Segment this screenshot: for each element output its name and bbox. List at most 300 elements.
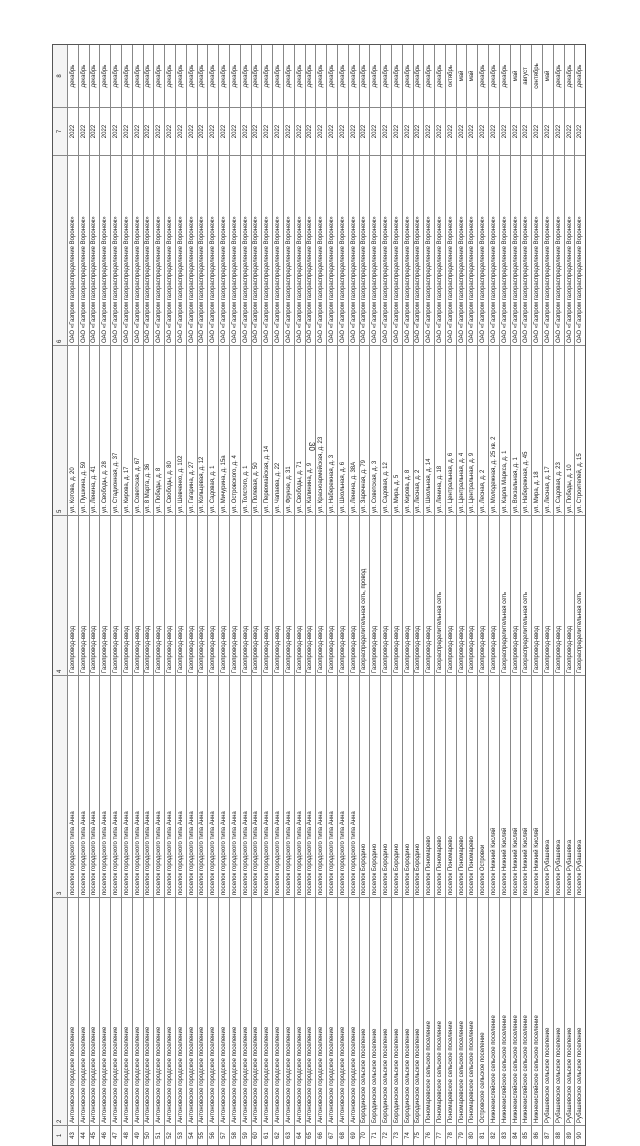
month-cell: декабрь (404, 64, 411, 88)
operator-name-cell: ОАО «Газпром газораспределение Воронеж» (543, 155, 553, 345)
object-address-cell: ул. Советская, д. 67 (133, 345, 143, 515)
settlement-name-cell: Антоновское городское поселение (273, 897, 283, 1125)
object-address-cell: ул. Котова, д. 20 (68, 345, 78, 515)
object-type-cell: Газопровод-ввод (165, 515, 175, 675)
year-cell: 2022 (467, 107, 477, 155)
header-cell: 6 (53, 155, 67, 345)
year-cell: 2022 (478, 107, 488, 155)
object-address-cell: ул. Фрунзе, д. 31 (284, 345, 294, 515)
month-cell: декабрь (350, 64, 357, 88)
row-number-cell: 83 (500, 1125, 510, 1145)
operator-name-cell: ОАО «Газпром газораспределение Воронеж» (165, 155, 175, 345)
month-cell: декабрь (296, 64, 303, 88)
object-type-cell: Газопровод-ввод (187, 515, 197, 675)
operator-name-cell: ОАО «Газпром газораспределение Воронеж» (392, 155, 402, 345)
object-type-cell: Газораспределительная сеть (500, 515, 510, 675)
year-cell: 2022 (457, 107, 467, 155)
year-cell: 2022 (122, 107, 132, 155)
operator-name-cell: ОАО «Газпром газораспределение Воронеж» (273, 155, 283, 345)
month-cell: декабрь (91, 64, 98, 88)
locality-name-cell: поселок городского типа Анна (273, 675, 283, 897)
month-cell: декабрь (188, 64, 195, 88)
month-cell: октябрь (447, 65, 454, 87)
year-cell: 2022 (230, 107, 240, 155)
operator-name-cell: ОАО «Газпром газораспределение Воронеж» (219, 155, 229, 345)
object-type-cell: Газопровод-ввод (68, 515, 78, 675)
year-cell: 2022 (532, 107, 542, 155)
row-number-cell: 60 (252, 1125, 262, 1145)
object-address-cell: ул. Ленина, д. 18 (435, 345, 445, 515)
object-address-cell: ул. Строителей, д. 15 (575, 345, 585, 515)
row-number-cell: 79 (457, 1125, 467, 1145)
settlement-name-cell: Антоновское городское поселение (198, 897, 208, 1125)
object-address-cell: ул. Красноармейская, д. 23 (316, 345, 326, 515)
table-row (176, 45, 187, 1145)
object-type-cell: Газопровод-ввод (489, 515, 499, 675)
object-address-cell: ул. Заречная, д. 79 (360, 345, 370, 515)
locality-name-cell: поселок городского типа Анна (327, 675, 337, 897)
table-row (565, 45, 576, 1145)
settlement-name-cell: Пономаревское сельское поселение (457, 897, 467, 1125)
settlement-name-cell: Антоновское городское поселение (262, 897, 272, 1125)
locality-name-cell: поселок городского типа Анна (133, 675, 143, 897)
row-number-cell: 54 (187, 1125, 197, 1145)
locality-name-cell: поселок городского типа Анна (187, 675, 197, 897)
table-row (133, 45, 144, 1145)
settlement-name-cell: Бородинское сельское поселение (370, 897, 380, 1125)
settlement-name-cell: Антоновское городское поселение (68, 897, 78, 1125)
year-cell: 2022 (316, 107, 326, 155)
object-address-cell: ул. Мира, д. 18 (532, 345, 542, 515)
locality-name-cell: поселок Нижний Кисляй (511, 675, 521, 897)
locality-name-cell: поселок городского типа Анна (100, 675, 110, 897)
operator-name-cell: ОАО «Газпром газораспределение Воронеж» (284, 155, 294, 345)
row-number-cell: 47 (111, 1125, 121, 1145)
operator-name-cell: ОАО «Газпром газораспределение Воронеж» (154, 155, 164, 345)
row-number-cell: 81 (478, 1125, 488, 1145)
object-address-cell: ул. Школьная, д. 6 (338, 345, 348, 515)
year-cell: 2022 (208, 107, 218, 155)
month-cell: декабрь (210, 64, 217, 88)
operator-name-cell: ОАО «Газпром газораспределение Воронеж» (230, 155, 240, 345)
year-cell: 2022 (360, 107, 370, 155)
settlement-name-cell: Антоновское городское поселение (187, 897, 197, 1125)
settlement-name-cell: Антоновское городское поселение (176, 897, 186, 1125)
settlement-name-cell: Антоновское городское поселение (219, 897, 229, 1125)
settlement-name-cell: Антоновское городское поселение (338, 897, 348, 1125)
year-cell: 2022 (500, 107, 510, 155)
settlement-name-cell: Антоновское городское поселение (79, 897, 89, 1125)
row-number-cell: 62 (273, 1125, 283, 1145)
settlement-name-cell: Антоновское городское поселение (230, 897, 240, 1125)
object-address-cell: ул. Советская, д. 3 (370, 345, 380, 515)
year-cell: 2022 (241, 107, 251, 155)
object-type-cell: Газопровод-ввод (543, 515, 553, 675)
locality-name-cell: поселок Пономарево (467, 675, 477, 897)
object-type-cell: Газопровод-ввод (133, 515, 143, 675)
table-row (90, 45, 101, 1145)
year-cell: 2022 (154, 107, 164, 155)
locality-name-cell: поселок городского типа Анна (306, 675, 316, 897)
object-address-cell: ул. Ленина, д. 41 (90, 345, 100, 515)
row-number-cell: 46 (100, 1125, 110, 1145)
locality-name-cell: поселок Бородино (381, 675, 391, 897)
row-number-cell: 65 (306, 1125, 316, 1145)
table-row (198, 45, 209, 1145)
year-cell: 2022 (403, 107, 413, 155)
operator-name-cell: ОАО «Газпром газораспределение Воронеж» (489, 155, 499, 345)
row-number-cell: 78 (446, 1125, 456, 1145)
table-header-row (53, 45, 68, 1145)
settlement-name-cell: Рубашевское сельское поселение (554, 897, 564, 1125)
operator-name-cell: ОАО «Газпром газораспределение Воронеж» (575, 155, 585, 345)
table-row (111, 45, 122, 1145)
object-address-cell: ул. Калинина, д. 9 (306, 345, 316, 515)
month-cell: декабрь (123, 64, 130, 88)
month-cell: май (544, 70, 551, 82)
year-cell: 2022 (392, 107, 402, 155)
settlement-name-cell: Антоновское городское поселение (252, 897, 262, 1125)
header-cell: 8 (57, 74, 63, 78)
month-cell: декабрь (383, 64, 389, 88)
object-address-cell: ул. Вокзальная, д. 1 (511, 345, 521, 515)
row-number-cell: 48 (122, 1125, 132, 1145)
object-type-cell: Газораспределительная сеть, провод (360, 515, 370, 675)
row-number-cell: 85 (521, 1125, 531, 1145)
object-address-cell: ул. 8 Марта, д. 36 (144, 345, 154, 515)
settlement-name-cell: Антоновское городское поселение (133, 897, 143, 1125)
object-address-cell: ул. Толстого, д. 1 (241, 345, 251, 515)
object-type-cell: Газопровод-ввод (478, 515, 488, 675)
object-type-cell: Газопровод-ввод (414, 515, 424, 675)
operator-name-cell: ОАО «Газпром газораспределение Воронеж» (457, 155, 467, 345)
object-type-cell: Газораспределительная сеть (521, 515, 531, 675)
row-number-cell: 63 (284, 1125, 294, 1145)
locality-name-cell: поселок Пономарево (435, 675, 445, 897)
locality-name-cell: поселок Нижний Кисляй (489, 675, 499, 897)
settlement-name-cell: Антоновское городское поселение (349, 897, 359, 1125)
month-cell: декабрь (177, 64, 184, 88)
month-cell: декабрь (264, 64, 271, 88)
locality-name-cell: поселок Нижний Кисляй (532, 675, 542, 897)
header-cell: 3 (53, 675, 67, 897)
settlement-name-cell: Рубашевское сельское поселение (543, 897, 553, 1125)
year-cell: 2022 (133, 107, 143, 155)
settlement-name-cell: Антоновское городское поселение (306, 897, 316, 1125)
year-cell: 2022 (349, 107, 359, 155)
row-number-cell: 58 (230, 1125, 240, 1145)
table-row (457, 45, 468, 1145)
year-cell: 2022 (381, 107, 391, 155)
year-cell: 2022 (198, 107, 208, 155)
locality-name-cell: поселок Бородино (370, 675, 380, 897)
month-cell: декабрь (501, 64, 508, 88)
object-type-cell: Газопровод-ввод (316, 515, 326, 675)
object-address-cell: ул. Полевая, д. 50 (252, 345, 262, 515)
row-number-cell: 59 (241, 1125, 251, 1145)
settlement-name-cell: Антоновское городское поселение (316, 897, 326, 1125)
locality-name-cell: поселок городского типа Анна (262, 675, 272, 897)
row-number-cell: 72 (381, 1125, 391, 1145)
month-cell: декабрь (490, 64, 497, 88)
object-address-cell: ул. Лесная, д. 2 (414, 345, 424, 515)
locality-name-cell: поселок городского типа Анна (122, 675, 132, 897)
operator-name-cell: ОАО «Газпром газораспределение Воронеж» (403, 155, 413, 345)
object-type-cell: Газопровод-ввод (467, 515, 477, 675)
table-row (381, 45, 392, 1145)
locality-name-cell: поселок Нижний Кисляй (500, 675, 510, 897)
settlement-name-cell: Бородинское сельское поселение (360, 897, 370, 1125)
settlement-name-cell: Островское сельское поселение (478, 897, 488, 1125)
table-row (338, 45, 349, 1145)
table-row (403, 45, 414, 1145)
row-number-cell: 43 (68, 1125, 78, 1145)
table-row (316, 45, 327, 1145)
locality-name-cell: поселок Рубашевка (543, 675, 553, 897)
operator-name-cell: ОАО «Газпром газораспределение Воронеж» (349, 155, 359, 345)
settlement-name-cell: Антоновское городское поселение (327, 897, 337, 1125)
year-cell: 2022 (424, 107, 434, 155)
month-cell: май (469, 70, 476, 82)
object-type-cell: Газопровод-ввод (79, 515, 89, 675)
settlement-name-cell: Антоновское городское поселение (144, 897, 154, 1125)
month-cell: декабрь (480, 64, 487, 88)
object-type-cell: Газопровод-ввод (306, 515, 316, 675)
object-address-cell: ул. Центральная, д. 9 (467, 345, 477, 515)
object-address-cell: ул. Лесная, д. 2 (478, 345, 488, 515)
month-cell: декабрь (339, 64, 346, 88)
month-cell: декабрь (329, 64, 336, 88)
object-type-cell: Газопровод-ввод (295, 515, 305, 675)
row-number-cell: 53 (176, 1125, 186, 1145)
operator-name-cell: ОАО «Газпром газораспределение Воронеж» (565, 155, 575, 345)
operator-name-cell: ОАО «Газпром газораспределение Воронеж» (435, 155, 445, 345)
month-cell: август (523, 67, 530, 85)
settlement-name-cell: Бородинское сельское поселение (414, 897, 424, 1125)
month-cell: декабрь (393, 64, 400, 88)
month-cell: декабрь (167, 64, 174, 88)
object-type-cell: Газопровод-ввод (565, 515, 575, 675)
month-cell: декабрь (372, 64, 379, 88)
table-row (241, 45, 252, 1145)
operator-name-cell: ОАО «Газпром газораспределение Воронеж» (295, 155, 305, 345)
object-address-cell: ул. Гагарина, д. 27 (187, 345, 197, 515)
month-cell: декабрь (415, 64, 422, 88)
row-number-cell: 76 (424, 1125, 434, 1145)
object-address-cell: ул. Мира, д. 5 (392, 345, 402, 515)
month-cell: декабрь (134, 64, 141, 88)
settlement-name-cell: Нижнекисляйское сельское поселение (511, 897, 521, 1125)
object-type-cell: Газопровод-ввод (100, 515, 110, 675)
table-row (165, 45, 176, 1145)
locality-name-cell: поселок городского типа Анна (154, 675, 164, 897)
operator-name-cell: ОАО «Газпром газораспределение Воронеж» (144, 155, 154, 345)
month-cell: декабрь (145, 64, 152, 88)
locality-name-cell: поселок городского типа Анна (144, 675, 154, 897)
object-type-cell: Газопровод-ввод (262, 515, 272, 675)
month-cell: декабрь (221, 64, 228, 88)
row-number-cell: 88 (554, 1125, 564, 1145)
table-row (327, 45, 338, 1145)
table-row (295, 45, 306, 1145)
settlement-name-cell: Антоновское городское поселение (208, 897, 218, 1125)
month-cell: декабрь (566, 64, 573, 88)
year-cell: 2022 (111, 107, 121, 155)
object-type-cell: Газопровод-ввод (511, 515, 521, 675)
locality-name-cell: поселок городского типа Анна (219, 675, 229, 897)
year-cell: 2022 (68, 107, 78, 155)
header-cell: 5 (53, 345, 67, 515)
table-row (187, 45, 198, 1145)
gasification-table (52, 44, 586, 1146)
operator-name-cell: ОАО «Газпром газораспределение Воронеж» (79, 155, 89, 345)
year-cell: 2022 (252, 107, 262, 155)
year-cell: 2022 (187, 107, 197, 155)
operator-name-cell: ОАО «Газпром газораспределение Воронеж» (176, 155, 186, 345)
row-number-cell: 56 (208, 1125, 218, 1145)
table-row (500, 45, 511, 1145)
settlement-name-cell: Рубашевское сельское поселение (575, 897, 585, 1125)
operator-name-cell: ОАО «Газпром газораспределение Воронеж» (327, 155, 337, 345)
year-cell: 2022 (565, 107, 575, 155)
object-address-cell: ул. Набережная, д. 45 (521, 345, 531, 515)
month-cell: декабрь (156, 64, 163, 88)
object-type-cell: Газопровод-ввод (176, 515, 186, 675)
year-cell: 2022 (327, 107, 337, 155)
year-cell: 2022 (90, 107, 100, 155)
object-address-cell: ул. Школьная, д. 14 (424, 345, 434, 515)
object-type-cell: Газопровод-ввод (457, 515, 467, 675)
year-cell: 2022 (370, 107, 380, 155)
month-cell: декабрь (436, 64, 443, 88)
operator-name-cell: ОАО «Газпром газораспределение Воронеж» (316, 155, 326, 345)
row-number-cell: 50 (144, 1125, 154, 1145)
locality-name-cell: поселок городского типа Анна (316, 675, 326, 897)
settlement-name-cell: Пономаревское сельское поселение (467, 897, 477, 1125)
object-address-cell: ул. Кольцевая, д. 12 (198, 345, 208, 515)
settlement-name-cell: Антоновское городское поселение (122, 897, 132, 1125)
table-row (122, 45, 133, 1145)
operator-name-cell: ОАО «Газпром газораспределение Воронеж» (100, 155, 110, 345)
row-number-cell: 49 (133, 1125, 143, 1145)
operator-name-cell: ОАО «Газпром газораспределение Воронеж» (414, 155, 424, 345)
row-number-cell: 61 (262, 1125, 272, 1145)
year-cell: 2022 (575, 107, 585, 155)
operator-name-cell: ОАО «Газпром газораспределение Воронеж» (68, 155, 78, 345)
table-row (154, 45, 165, 1145)
operator-name-cell: ОАО «Газпром газораспределение Воронеж» (532, 155, 542, 345)
operator-name-cell: ОАО «Газпром газораспределение Воронеж» (252, 155, 262, 345)
operator-name-cell: ОАО «Газпром газораспределение Воронеж» (111, 155, 121, 345)
operator-name-cell: ОАО «Газпром газораспределение Воронеж» (133, 155, 143, 345)
settlement-name-cell: Антоновское городское поселение (284, 897, 294, 1125)
table-row (273, 45, 284, 1145)
month-cell: декабрь (426, 64, 433, 88)
operator-name-cell: ОАО «Газпром газораспределение Воронеж» (381, 155, 391, 345)
object-type-cell: Газопровод-ввод (111, 515, 121, 675)
header-cell: 1 (53, 1125, 67, 1145)
object-type-cell: Газопровод-ввод (381, 515, 391, 675)
row-number-cell: 87 (543, 1125, 553, 1145)
year-cell: 2022 (79, 107, 89, 155)
month-cell: май (512, 70, 519, 82)
table-row (144, 45, 155, 1145)
table-row (306, 45, 317, 1145)
object-address-cell: ул. Молодежная, д. 25 кв. 2 (489, 345, 499, 515)
table-row (79, 45, 90, 1145)
locality-name-cell: поселок Рубашевка (554, 675, 564, 897)
operator-name-cell: ОАО «Газпром газораспределение Воронеж» (511, 155, 521, 345)
year-cell: 2022 (306, 107, 316, 155)
operator-name-cell: ОАО «Газпром газораспределение Воронеж» (521, 155, 531, 345)
object-address-cell: ул. Шевченко, д. 102 (176, 345, 186, 515)
row-number-cell: 84 (511, 1125, 521, 1145)
object-type-cell: Газопровод-ввод (273, 515, 283, 675)
settlement-name-cell: Бородинское сельское поселение (403, 897, 413, 1125)
locality-name-cell: поселок Нижний Кисляй (521, 675, 531, 897)
row-number-cell: 74 (403, 1125, 413, 1145)
operator-name-cell: ОАО «Газпром газораспределение Воронеж» (467, 155, 477, 345)
object-address-cell: ул. Победы, д. 8 (154, 345, 164, 515)
table-row (349, 45, 360, 1145)
locality-name-cell: поселок городского типа Анна (349, 675, 359, 897)
month-cell: декабрь (577, 64, 584, 88)
object-type-cell: Газопровод-ввод (327, 515, 337, 675)
settlement-name-cell: Антоновское городское поселение (154, 897, 164, 1125)
table-row (219, 45, 230, 1145)
month-cell: декабрь (361, 64, 368, 88)
locality-name-cell: поселок городского типа Анна (111, 675, 121, 897)
year-cell: 2022 (273, 107, 283, 155)
year-cell: 2022 (489, 107, 499, 155)
month-cell: декабрь (307, 64, 314, 88)
object-type-cell: Газораспределительная сеть (575, 515, 585, 675)
object-address-cell: ул. Пушкина, д. 59 (79, 345, 89, 515)
object-type-cell: Газопровод-ввод (219, 515, 229, 675)
object-type-cell: Газопровод-ввод (424, 515, 434, 675)
operator-name-cell: ОАО «Газпром газораспределение Воронеж» (198, 155, 208, 345)
year-cell: 2022 (262, 107, 272, 155)
locality-name-cell: поселок городского типа Анна (241, 675, 251, 897)
operator-name-cell: ОАО «Газпром газораспределение Воронеж» (370, 155, 380, 345)
month-cell: май (458, 70, 465, 82)
settlement-name-cell: Пономаревское сельское поселение (446, 897, 456, 1125)
settlement-name-cell: Рубашевское сельское поселение (565, 897, 575, 1125)
month-cell: декабрь (199, 64, 206, 88)
operator-name-cell: ОАО «Газпром газораспределение Воронеж» (241, 155, 251, 345)
operator-name-cell: ОАО «Газпром газораспределение Воронеж» (187, 155, 197, 345)
object-address-cell: ул. Стадионная, д. 37 (111, 345, 121, 515)
row-number-cell: 70 (360, 1125, 370, 1145)
locality-name-cell: поселок городского типа Анна (79, 675, 89, 897)
operator-name-cell: ОАО «Газпром газораспределение Воронеж» (424, 155, 434, 345)
locality-name-cell: поселок городского типа Анна (165, 675, 175, 897)
object-type-cell: Газопровод-ввод (252, 515, 262, 675)
row-number-cell: 73 (392, 1125, 402, 1145)
object-address-cell: ул. Свободы, д. 28 (100, 345, 110, 515)
object-type-cell: Газопровод-ввод (154, 515, 164, 675)
object-address-cell: ул. Центральная, д. 6 (446, 345, 456, 515)
operator-name-cell: ОАО «Газпром газораспределение Воронеж» (262, 155, 272, 345)
object-type-cell: Газопровод-ввод (208, 515, 218, 675)
table-row (467, 45, 478, 1145)
locality-name-cell: поселок Бородино (360, 675, 370, 897)
table-row (435, 45, 446, 1145)
settlement-name-cell: Антоновское городское поселение (165, 897, 175, 1125)
object-type-cell: Газопровод-ввод (338, 515, 348, 675)
object-type-cell: Газораспределительная сеть (435, 515, 445, 675)
row-number-cell: 90 (575, 1125, 585, 1145)
